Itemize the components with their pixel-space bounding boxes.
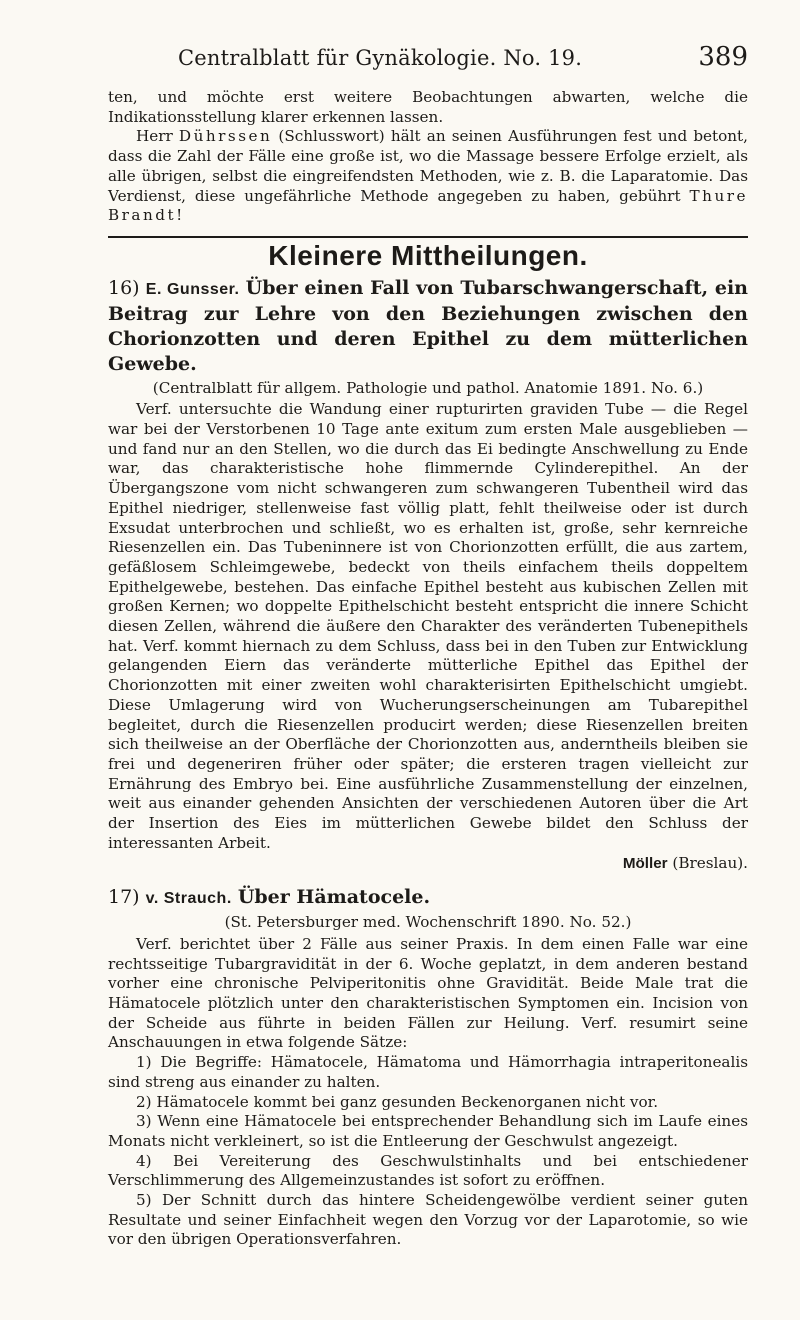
article-16-source: (Centralblatt für allgem. Pathologie und pathol. Anatomie 1891. No. 6.) — [152, 378, 704, 397]
running-title: Centralblatt für Gynäkologie. No. 19. — [178, 46, 583, 70]
list-item: 5) Der Schnitt durch das hintere Scheidengewölbe verdient seiner guten Resultate und seiner Einfachheit wegen den Vorzug vor der Laparotomie, so wie vor den übrigen Operationsverfahren. — [108, 1191, 748, 1249]
section-divider — [108, 236, 748, 238]
article-16-heading — [108, 276, 748, 377]
article-16-number: 16) — [108, 276, 140, 299]
list-item: 3) Wenn eine Hämatocele bei entsprechender Behandlung sich im Laufe eines Monats nicht verkleinert, so ist die Entleerung der Geschwulst angezeigt. — [108, 1112, 748, 1150]
page-number: 389 — [698, 42, 748, 72]
list-item: 1) Die Begriffe: Hämatocele, Hämatoma und Hämorrhagia intraperitonealis sind streng aus einander zu halten. — [108, 1053, 748, 1091]
list-item: 2) Hämatocele kommt bei ganz gesunden Beckenorganen nicht vor. — [136, 1092, 659, 1111]
article-17-title: Über Hämatocele. — [237, 886, 431, 909]
speaker-name: Dührssen — [178, 127, 273, 146]
intro-paragraph-2 — [108, 127, 748, 226]
intro-prefix: Herr — [136, 127, 173, 146]
page-body — [108, 88, 748, 1250]
article-16-signature — [623, 854, 748, 874]
reviewer-place: (Breslau). — [672, 853, 748, 872]
article-17 — [108, 885, 748, 1250]
reviewer-name: Möller — [622, 854, 668, 872]
article-16 — [108, 276, 748, 874]
intro-end: Thure Brandt! — [108, 186, 748, 225]
list-item: 4) Bei Vereiterung des Geschwulstinhalts und bei entschiedener Verschlimmerung des Allgemeinzustandes ist sofort zu eröffnen. — [108, 1151, 748, 1190]
article-17-points — [108, 1053, 748, 1250]
article-17-body: Verf. berichtet über 2 Fälle aus seiner Praxis. In dem einen Falle war eine rechtsseitige Tubargravidität in der 6. Woche geplatzt, in dem anderen bestand vorher eine chronische Pelviperitonitis ohne Gravidität. Beide Male trat die Hämatocele plötzlich unter den charakteristischen Symptomen ein. Incision von der Scheide aus führte in beiden Fällen zur Heilung. Verf. resumirt seine Anschauungen in etwa folgende Sätze: — [108, 934, 748, 1052]
article-17-heading — [108, 885, 748, 911]
article-17-number: 17) — [108, 886, 140, 909]
intro-text: (Schlusswort) hält an seinen Ausführungen fest und betont, dass die Zahl der Fälle eine große ist, wo die Massage bessere Erfolge erzielt, als alle übrigen, selbst die eingreifendsten Methoden, wie z. B. die Laparatomie. Das Verdienst, diese ungefährliche Methode angegeben zu haben, gebührt — [108, 127, 748, 205]
article-16-title: Über einen Fall von Tubarschwangerschaft, ein Beitrag zur Lehre von den Beziehungen zwischen den Chorionzotten und deren Epithel zu dem mütterlichen Gewebe. — [108, 276, 748, 375]
article-16-author: E. Gunsser. — [145, 280, 240, 298]
article-16-body: Verf. untersuchte die Wandung einer rupturirten graviden Tube — die Regel war bei der Verstorbenen 10 Tage ante exitum zum ersten Male ausgeblieben — und fand nur an den Stellen, wo die durch das Ei bedingte Anschwellung zu Ende war, das charakteristische hohe flimmernde Cylinderepithel. An der Übergangszone vom nicht schwangeren zum schwangeren Tubentheil wird das Epithel niedriger, stellenweise fast völlig platt, fehlt theilweise oder ist durch Exsudat unterbrochen und schließt, wo es erhalten ist, große, sehr kernreiche Riesenzellen ein. Das Tubeninnere ist von Chorionzotten erfüllt, die aus zartem, gefäßlosem Schleimgewebe, bedeckt von theils einfachem theils doppeltem Epithelgewebe, bestehen. Das einfache Epithel besteht aus kubischen Zellen mit großen Kernen; wo doppelte Epithelschicht besteht entspricht die innere Schicht diesen Zellen, während die äußere den Charakter des veränderten Tubenepithels hat. Verf. kommt hiernach zu dem Schluss, dass bei in den Tuben zur Entwicklung gelangenden Eiern das veränderte mütterliche Epithel das Epithel der Chorionzotten mit einer zweiten wohl charakterisirten Epithelschicht umgiebt. Diese Umlagerung wird von Wucherungserscheinungen am Tubarepithel begleitet, durch die Riesenzellen producirt werden; diese Riesenzellen breiten sich theilweise an der Oberfläche der Chorionzotten aus, anderntheils bleiben sie frei und degeneriren früher oder später; die ersteren tragen vielleicht zur Ernährung des Embryo bei. Eine ausführliche Zusammenstellung der einzelnen, weit aus einander gehenden Ansichten der verschiedenen Autoren über die Art der Insertion des Eies im mütterlichen Gewebe bildet den Schluss der interessanten Arbeit. — [108, 400, 748, 852]
article-17-source: (St. Petersburger med. Wochenschrift 1890. No. 52.) — [224, 913, 632, 932]
article-17-author: v. Strauch. — [145, 890, 232, 908]
page-header — [108, 42, 748, 76]
intro-paragraph-1: ten, und möchte erst weitere Beobachtungen abwarten, welche die Indikationsstellung klarer erkennen lassen. — [108, 88, 748, 126]
section-heading: Kleinere Mittheilungen. — [268, 239, 588, 271]
